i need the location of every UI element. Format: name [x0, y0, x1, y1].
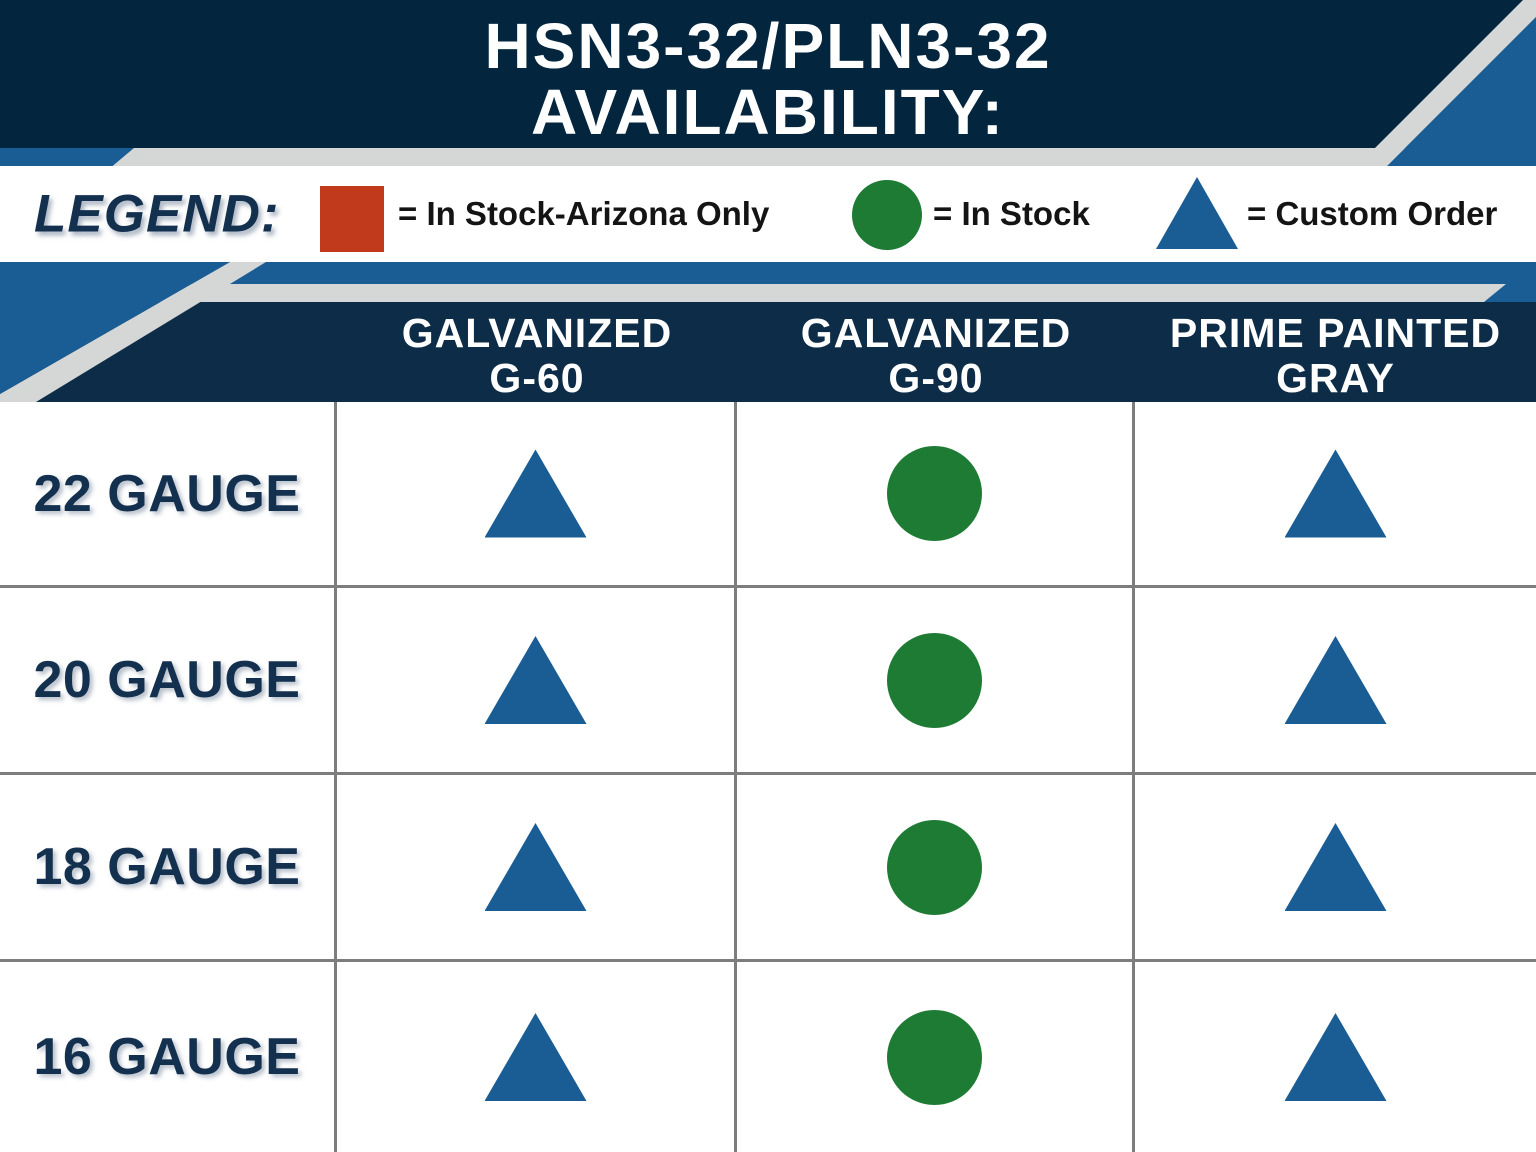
- column-header-g90: [737, 310, 1135, 402]
- custom-order-symbol: [1285, 636, 1387, 724]
- custom-order-swatch: [1156, 177, 1238, 249]
- table-cell: [1135, 775, 1536, 962]
- row-label-18-gauge: 18 GAUGE: [0, 775, 337, 962]
- custom-order-symbol: [1285, 450, 1387, 538]
- in-stock-symbol: [887, 1010, 982, 1105]
- table-cell: [1135, 588, 1536, 775]
- custom-order-symbol: [485, 450, 587, 538]
- column-header-g90-line1: GALVANIZED: [800, 310, 1072, 356]
- row-label-16-gauge: 16 GAUGE: [0, 962, 337, 1152]
- table-cell: [737, 402, 1135, 588]
- custom-order-symbol: [1285, 823, 1387, 911]
- table-cell: [337, 775, 737, 962]
- column-header-g90-line2: G-90: [888, 355, 984, 401]
- band-gray-stripe: [0, 284, 1536, 302]
- legend-label-custom-order: = Custom Order: [1247, 195, 1498, 232]
- in-stock-swatch: [852, 180, 922, 250]
- table-cell: [737, 588, 1135, 775]
- banner-gray-stripe: [0, 148, 1536, 166]
- table-cell: [1135, 402, 1536, 588]
- custom-order-symbol: [485, 636, 587, 724]
- table-cell: [337, 962, 737, 1152]
- legend-label-arizona: = In Stock-Arizona Only: [398, 195, 770, 232]
- table-cell: [1135, 962, 1536, 1152]
- column-header-prime-painted: [1135, 310, 1536, 402]
- title-banner: [0, 0, 1536, 166]
- page-title-line1: HSN3-32/PLN3-32: [484, 10, 1052, 82]
- in-stock-symbol: [887, 820, 982, 915]
- page-title-line2: AVAILABILITY:: [531, 76, 1005, 148]
- in-stock-arizona-swatch: [320, 186, 384, 252]
- table-cell: [737, 775, 1135, 962]
- custom-order-symbol: [485, 1013, 587, 1101]
- custom-order-symbol: [485, 823, 587, 911]
- row-label-20-gauge: 20 GAUGE: [0, 588, 337, 775]
- custom-order-symbol: [1285, 1013, 1387, 1101]
- column-header-prime-line2: GRAY: [1276, 355, 1395, 401]
- column-header-g60: [337, 310, 737, 402]
- in-stock-symbol: [887, 633, 982, 728]
- column-header-prime-line1: PRIME PAINTED: [1169, 310, 1502, 356]
- column-header-g60-line2: G-60: [489, 355, 585, 401]
- table-cell: [337, 402, 737, 588]
- in-stock-symbol: [887, 446, 982, 541]
- page-title: [0, 10, 1536, 148]
- table-cell: [737, 962, 1135, 1152]
- banner-blue-stripe: [0, 148, 134, 166]
- availability-table: [0, 402, 1536, 1152]
- legend: [0, 166, 1536, 262]
- legend-label-in-stock: = In Stock: [933, 195, 1090, 232]
- column-header-band: [0, 262, 1536, 402]
- row-label-22-gauge: 22 GAUGE: [0, 402, 337, 588]
- legend-title: LEGEND:: [34, 184, 280, 244]
- column-header-g60-line1: GALVANIZED: [401, 310, 673, 356]
- table-cell: [337, 588, 737, 775]
